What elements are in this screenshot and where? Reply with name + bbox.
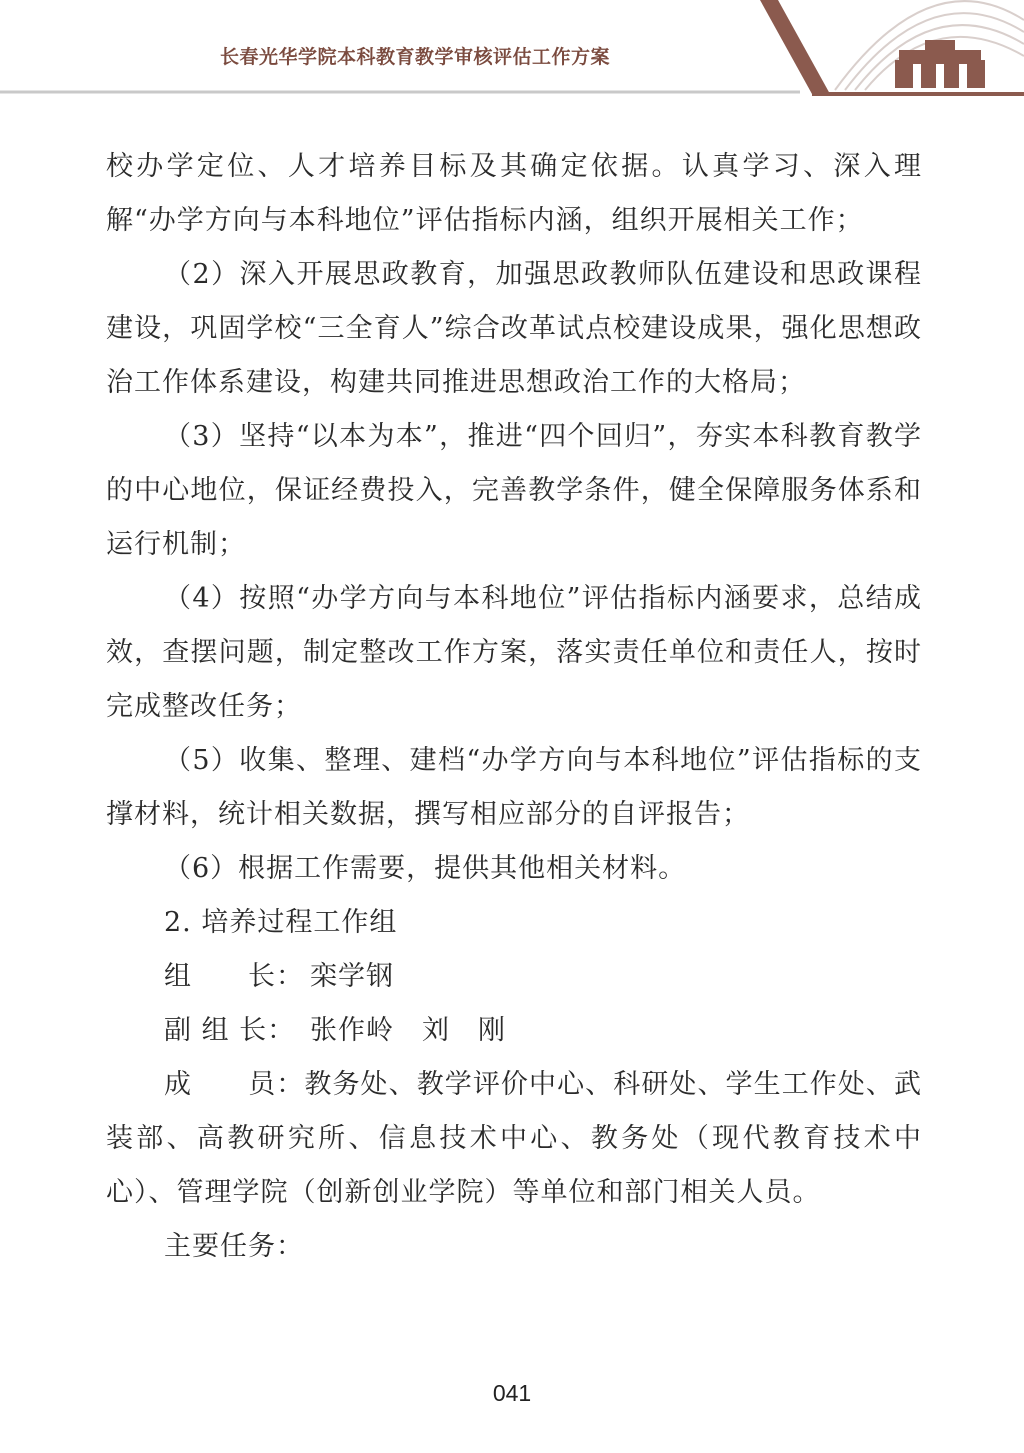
members-value: 教务处、教学评价中心、科研处、学生工作处、武装部、高教研究所、信息技术中心、教务处（现代教育技术中心）、管理学院（创新创业学院）等单位和部门相关人员。 — [106, 1069, 923, 1208]
paragraph: （3）坚持“以本为本”，推进“四个回归”，夯实本科教育教学的中心地位，保证经费投入，完善教学条件，健全保障服务体系和运行机制； — [106, 421, 922, 560]
deputy-value: 张作岭 刘 刚 — [310, 1015, 506, 1046]
document-body — [106, 140, 922, 1274]
members-paragraph — [106, 1058, 922, 1220]
building-icon — [895, 30, 985, 90]
leader-line — [106, 950, 922, 1004]
paragraph: （6）根据工作需要，提供其他相关材料。 — [164, 853, 687, 884]
deputy-label: 副 组 长： — [164, 1015, 296, 1046]
document-title: 长春光华学院本科教育教学审核评估工作方案 — [220, 46, 611, 68]
page-number: 041 — [492, 1380, 532, 1406]
tasks-label: 主要任务： — [164, 1231, 304, 1262]
leader-label: 组 长： — [164, 961, 304, 992]
paragraph: 校办学定位、人才培养目标及其确定依据。认真学习、深入理解“办学方向与本科地位”评估指标内涵，组织开展相关工作； — [106, 151, 922, 236]
leader-value: 栾学钢 — [310, 961, 394, 992]
page-header — [0, 0, 1024, 100]
paragraph: （4）按照“办学方向与本科地位”评估指标内涵要求，总结成效，查摆问题，制定整改工作方案，落实责任单位和责任人，按时完成整改任务； — [106, 583, 922, 722]
deputy-line — [106, 1004, 922, 1058]
section-heading: 2. 培养过程工作组 — [164, 907, 398, 938]
paragraph: （5）收集、整理、建档“办学方向与本科地位”评估指标的支撑材料，统计相关数据，撰写相应部分的自评报告； — [106, 745, 922, 830]
paragraph: （2）深入开展思政教育，加强思政教师队伍建设和思政课程建设，巩固学校“三全育人”综合改革试点校建设成果，强化思想政治工作体系建设，构建共同推进思想政治工作的大格局； — [106, 259, 922, 398]
members-label: 成 员： — [164, 1069, 305, 1100]
